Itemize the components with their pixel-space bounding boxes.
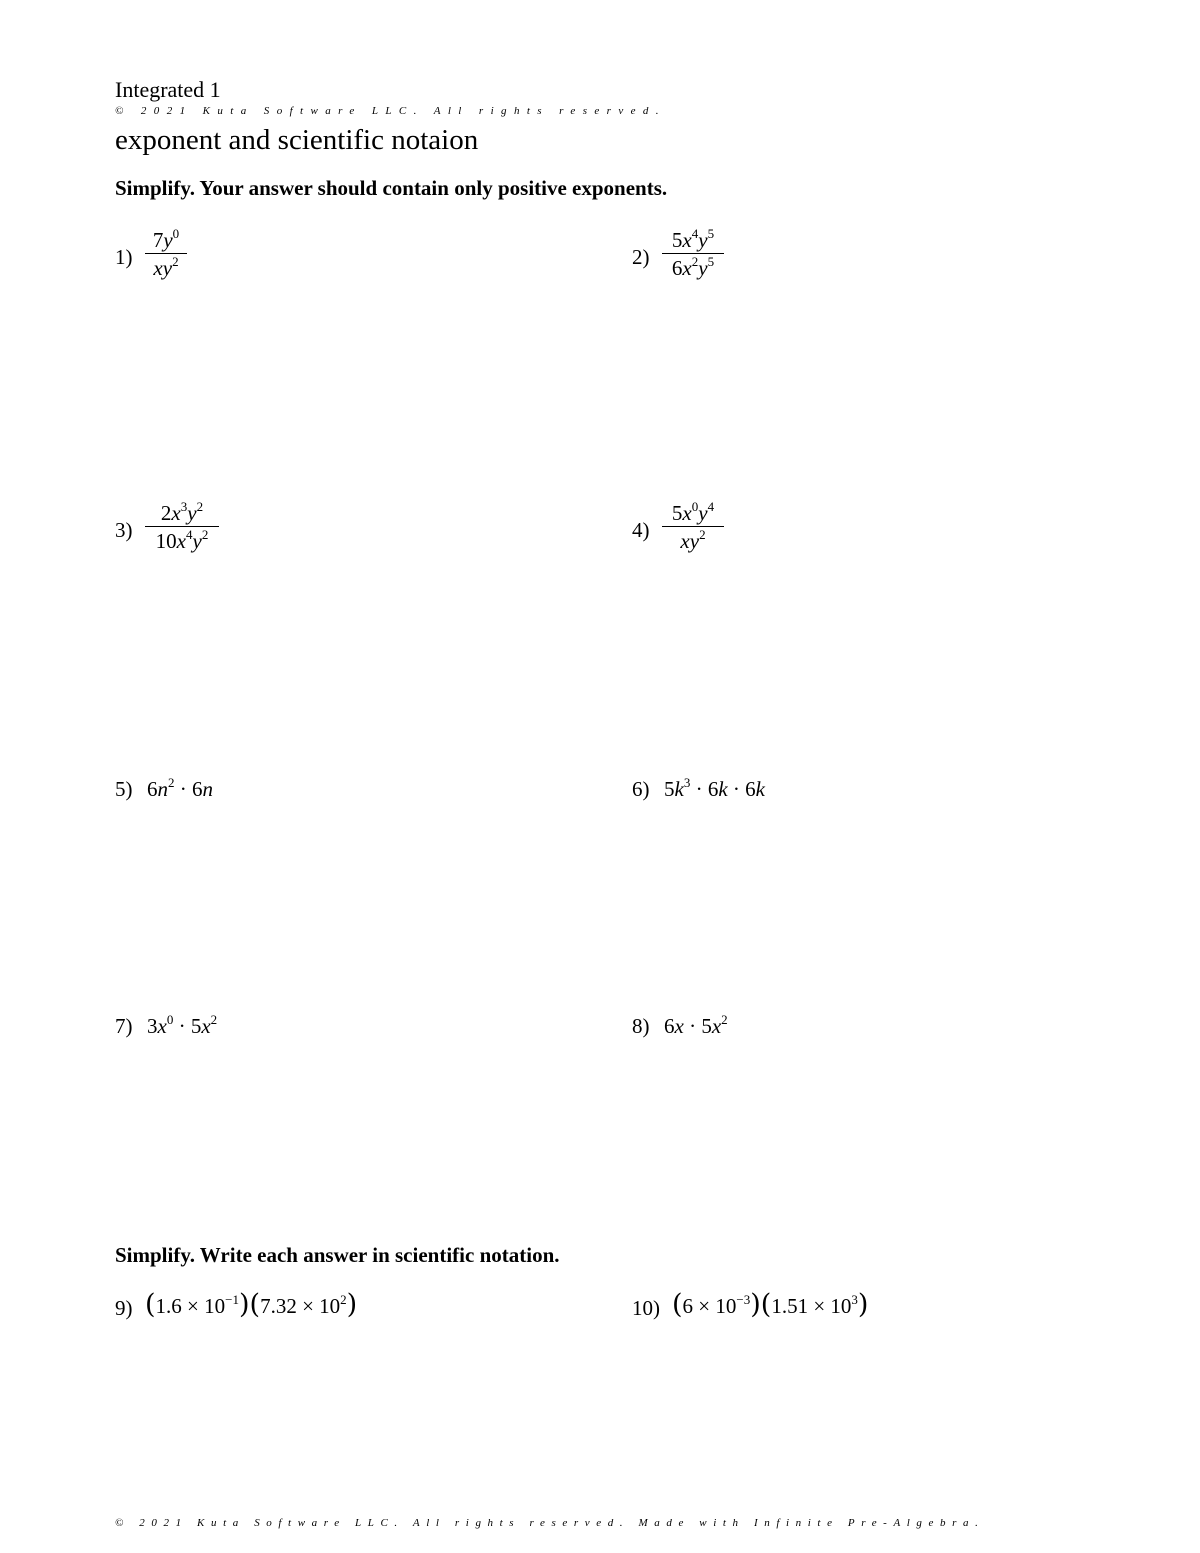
problem-7-expression: $3x^0 \cdot 5x^2$	[147, 1012, 218, 1038]
copyright-notice: © 2021 Kuta Software LLC. All rights reserved.	[115, 105, 666, 117]
problem-4-number: 4)	[632, 518, 650, 542]
course-name: Integrated 1	[115, 77, 221, 102]
problem-8-expression: $6x \cdot 5x^2$	[664, 1012, 728, 1038]
footer-copyright: © 2021 Kuta Software LLC. All rights reserved. Made with Infinite Pre-Algebra.	[115, 1517, 985, 1529]
problem-1-number: 1)	[115, 245, 133, 269]
problem-3-number: 3)	[115, 518, 133, 542]
problem-6-expression: $5k^3 \cdot 6k \cdot 6k$	[664, 775, 765, 801]
problem-5-number: 5)	[115, 777, 133, 801]
problem-5-expression: $6n^2 \cdot 6n$	[147, 775, 213, 801]
problem-1-expression: $7y^0$ $xy^2$	[145, 228, 187, 280]
problem-2-number: 2)	[632, 245, 650, 269]
problem-6-number: 6)	[632, 777, 650, 801]
problem-9-number: 9)	[115, 1296, 133, 1320]
problem-4-expression: $5x^0y^4$ $xy^2$	[662, 501, 724, 553]
section2-instruction: Simplify. Write each answer in scientific notation.	[115, 1243, 560, 1267]
problem-7-number: 7)	[115, 1014, 133, 1038]
problem-8-number: 8)	[632, 1014, 650, 1038]
problem-3-expression: $2x^3y^2$ $10x^4y^2$	[145, 501, 219, 553]
worksheet-title: exponent and scientific notaion	[115, 124, 479, 156]
problem-2-expression: $5x^4y^5$ $6x^2y^5$	[662, 228, 724, 280]
section1-instruction: Simplify. Your answer should contain only positive exponents.	[115, 176, 668, 200]
problem-9-expression: $(1.6 \times 10^{-1})(7.32 \times 10^2)$	[145, 1289, 358, 1320]
problem-10-expression: $(6 \times 10^{-3})(1.51 \times 10^3)$	[672, 1289, 869, 1320]
problem-10-number: 10)	[632, 1296, 660, 1320]
